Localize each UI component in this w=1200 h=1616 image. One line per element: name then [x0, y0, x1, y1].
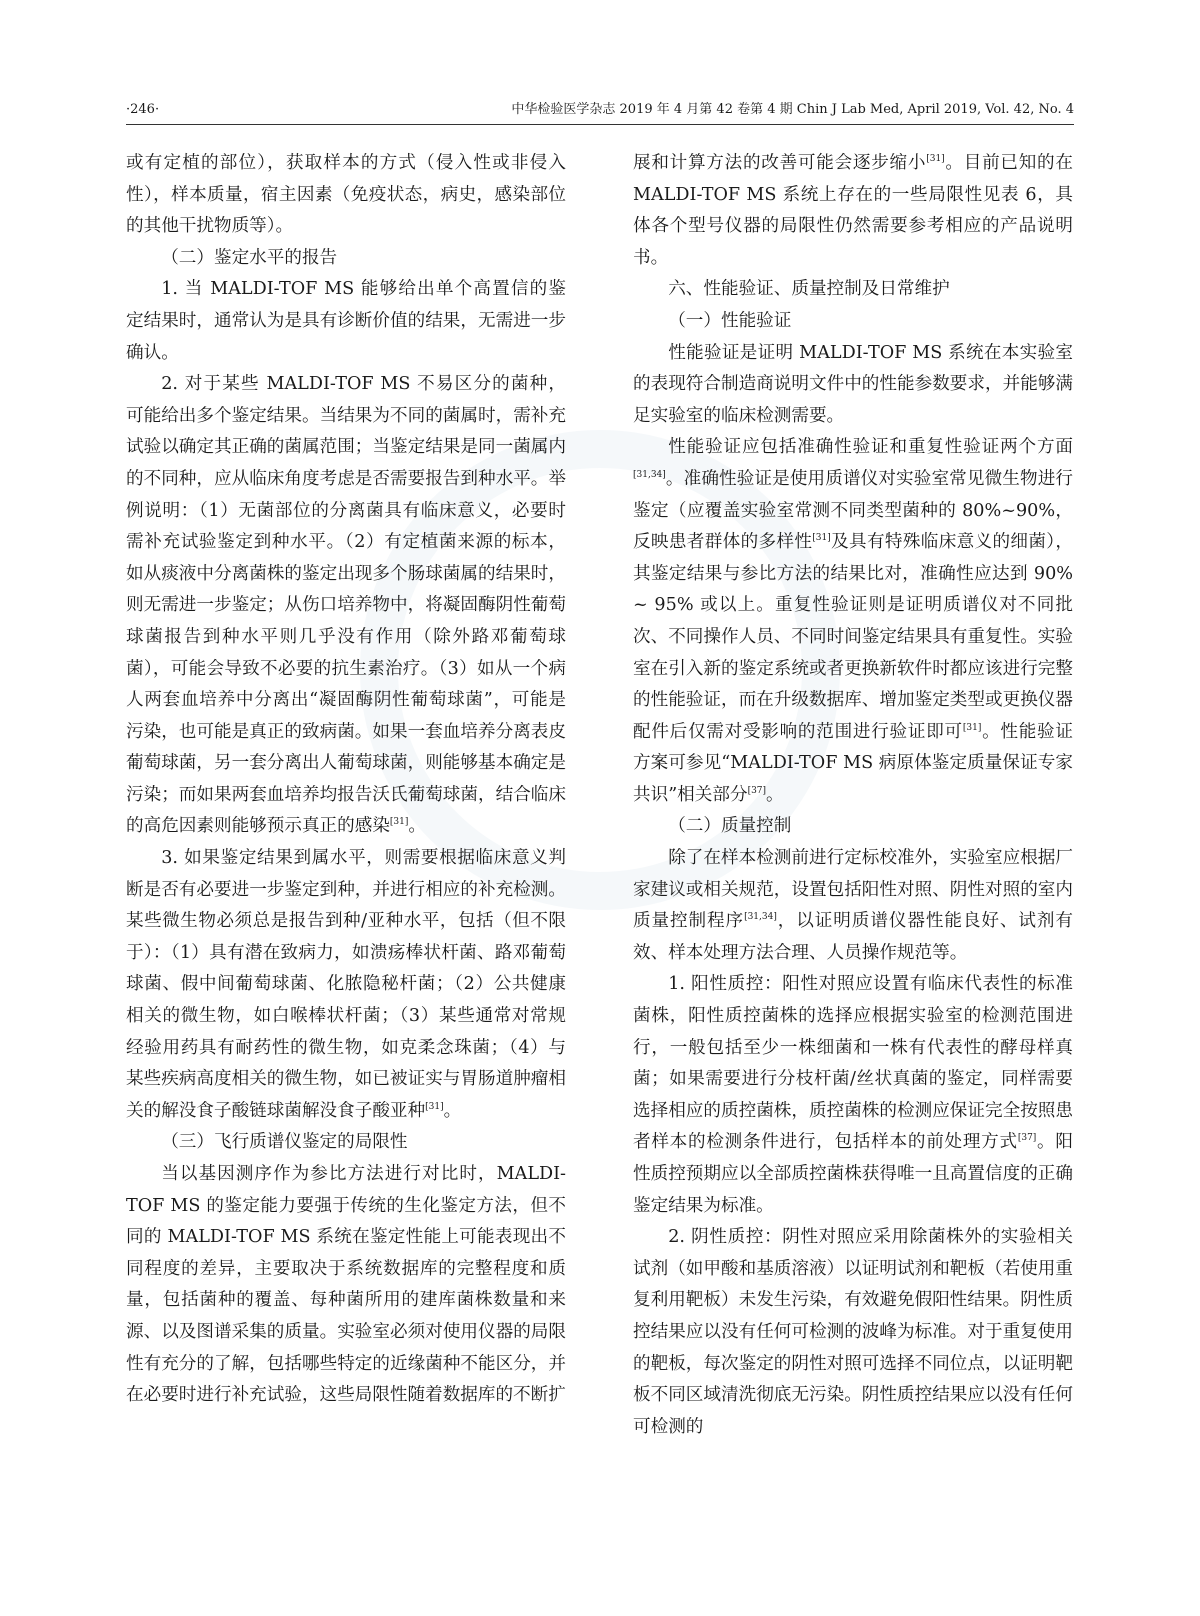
paragraph-text: 2. 对于某些 MALDI-TOF MS 不易区分的菌种，可能给出多个鉴定结果。当结果为不同的菌属时，需补充试验以确定其正确的菌属范围；当鉴定结果是同一菌属内的不同种，应从临床角度考虑是否需要报告到种水平。举例说明：（1）无菌部位的分离菌具有临床意义，必要时需补充试验鉴定到种水平。（2）有定植菌来源的标本，如从痰液中分离菌株的鉴定出现多个肠球菌属的结果时，则无需进一步鉴定；从伤口培养物中，将凝固酶阴性葡萄球菌报告到种水平则几乎没有作用（除外路邓葡萄球菌），可能会导致不必要的抗生素治疗。（3）如从一个病人两套血培养中分离出“凝固酶阴性葡萄球菌”，可能是污染，也可能是真正的致病菌。如果一套血培养分离表皮葡萄球菌，另一套分离出人葡萄球菌，则能够基本确定是污染；而如果两套血培养均报告沃氏葡萄球菌，结合临床的高危因素则能够预示真正的感染 [126, 374, 566, 837]
paragraph-text: 1. 阳性质控：阳性对照应设置有临床代表性的标准菌株，阳性质控菌株的选择应根据实验室的检测范围进行，一般包括至少一株细菌和一株有代表性的酵母样真菌；如果需要进行分枝杆菌/丝状真菌的鉴定，同样需要选择相应的质控菌株，质控菌株的检测应保证完全按照患者样本的检测条件进行，包括样本的前处理方式 [633, 974, 1073, 1153]
section-heading: 六、性能验证、质量控制及日常维护 [668, 279, 950, 300]
paragraph-text: 。准确性验证是使用质谱仪对实验室常见微生物进行鉴定（应覆盖实验室常测不同类型菌种的 80%~90%，反映患者群体的多样性 [633, 468, 1073, 553]
citation: [31,34] [633, 470, 666, 481]
paragraph: 1. 当 MALDI-TOF MS 能够给出单个高置信的鉴定结果时，通常认为是具有诊断价值的结果，无需进一步确认。 [126, 279, 566, 363]
paragraph [633, 969, 1073, 1222]
paragraph [126, 369, 566, 843]
paragraph-text: 性能验证应包括准确性验证和重复性验证两个方面 [668, 437, 1073, 458]
paragraph: 性能验证是证明 MALDI-TOF MS 系统在本实验室的表现符合制造商说明文件中的性能参数要求，并能够满足实验室的临床检测需要。 [633, 342, 1073, 426]
subsection-heading: （一）性能验证 [668, 310, 792, 331]
paragraph: 2. 阴性质控：阴性对照应采用除菌株外的实验相关试剂（如甲酸和基质溶液）以证明试剂和靶板（若使用重复利用靶板）未发生污染，有效避免假阳性结果。阴性质控结果应以没有任何可检测的波峰为标准。对于重复使用的靶板，每次鉴定的阴性对照可选择不同位点，以证明靶板不同区域清洗彻底无污染。阴性质控结果应以没有任何可检测的 [633, 1227, 1073, 1437]
paragraph-text: 。目前已知的在 MALDI-TOF MS 系统上存在的一些局限性见表 6，具体各个型号仪器的局限性仍然需要参考相应的产品说明书。 [633, 153, 1073, 268]
citation: [31] [926, 154, 945, 165]
paragraph-text: 。阳性质控预期应以全部质控菌株获得唯一且高置信度的正确鉴定结果为标准。 [633, 1132, 1073, 1216]
paragraph [633, 843, 1073, 969]
citation: [37] [1017, 1133, 1037, 1144]
section-heading: （二）鉴定水平的报告 [161, 247, 338, 268]
citation: [31] [812, 533, 831, 544]
page-number: ·246· [126, 102, 160, 117]
paragraph-text: 除了在样本检测前进行定标校准外，实验室应根据厂家建议或相关规范，设置包括阳性对照、阴性对照的室内质量控制程序 [633, 848, 1073, 932]
paragraph-text: 及具有特殊临床意义的细菌），其鉴定结果与参比方法的结果比对，准确性应达到 90% ~ 95% 或以上。重复性验证则是证明质谱仪对不同批次、不同操作人员、不同时间鉴定结果具有重复性。实验室在引入新的鉴定系统或者更换新软件时都应该进行完整的性能验证，而在升级数据库、增加鉴定类型或更换仪器配件后仅需对受影响的范围进行验证即可 [633, 532, 1073, 742]
citation: [31] [425, 1101, 444, 1112]
section-heading: （三）飞行质谱仪鉴定的局限性 [161, 1132, 408, 1153]
citation: [31] [962, 722, 982, 733]
paragraph-text: ，以证明质谱仪器性能良好、试剂有效、样本处理方法合理、人员操作规范等。 [633, 911, 1073, 963]
paragraph-text: 。性能验证方案可参见“MALDI-TOF MS 病原体鉴定质量保证专家共识”相关部分 [633, 721, 1073, 805]
left-column [126, 148, 566, 1412]
journal-info: 中华检验医学杂志 2019 年 4 月第 42 卷第 4 期 Chin J Lab Med, April 2019, Vol. 42, No. 4 [511, 102, 1074, 117]
subsection-heading: （二）质量控制 [668, 816, 792, 837]
citation: [31,34] [744, 912, 777, 923]
paragraph-text: 3. 如果鉴定结果到属水平，则需要根据临床意义判断是否有必要进一步鉴定到种，并进行相应的补充检测。某些微生物必须总是报告到种/亚种水平，包括（但不限于）：（1）具有潜在致病力，如溃疡棒状杆菌、路邓葡萄球菌、假中间葡萄球菌、化脓隐秘杆菌；（2）公共健康相关的微生物，如白喉棒状杆菌；（3）某些通常对常规经验用药具有耐药性的微生物，如克柔念珠菌；（4）与某些疾病高度相关的微生物，如已被证实与胃肠道肿瘤相关的解没食子酸链球菌解没食子酸亚种 [126, 848, 566, 1121]
paragraph-text: 。 [766, 784, 784, 805]
paragraph [126, 843, 566, 1127]
citation: [31] [389, 817, 409, 828]
running-header [126, 100, 1074, 125]
paragraph [633, 432, 1073, 811]
paragraph-text: 展和计算方法的改善可能会逐步缩小 [633, 153, 927, 173]
paragraph-text: 。 [408, 816, 427, 837]
paragraph: 当以基因测序作为参比方法进行对比时，MALDI-TOF MS 的鉴定能力要强于传统的生化鉴定方法，但不同的 MALDI-TOF MS 系统在鉴定性能上可能表现出不同程度的差异，主要取决于系统数据库的完整程度和质量，包括菌种的覆盖、每种菌所用的建库菌株数量和来源、以及图谱采集的质量。实验室必须对使用仪器的局限性有充分的了解，包括哪些特定的近缘菌种不能区分，并在必要时进行补充试验，这些局限性随着数据库的不断扩 [126, 1164, 566, 1406]
paragraph: 或有定植的部位），获取样本的方式（侵入性或非侵入性），样本质量，宿主因素（免疫状态，病史，感染部位的其他干扰物质等）。 [126, 153, 566, 237]
paragraph [633, 148, 1073, 274]
paragraph-text: 。 [443, 1100, 462, 1121]
right-column [633, 148, 1073, 1443]
citation: [37] [747, 786, 767, 797]
